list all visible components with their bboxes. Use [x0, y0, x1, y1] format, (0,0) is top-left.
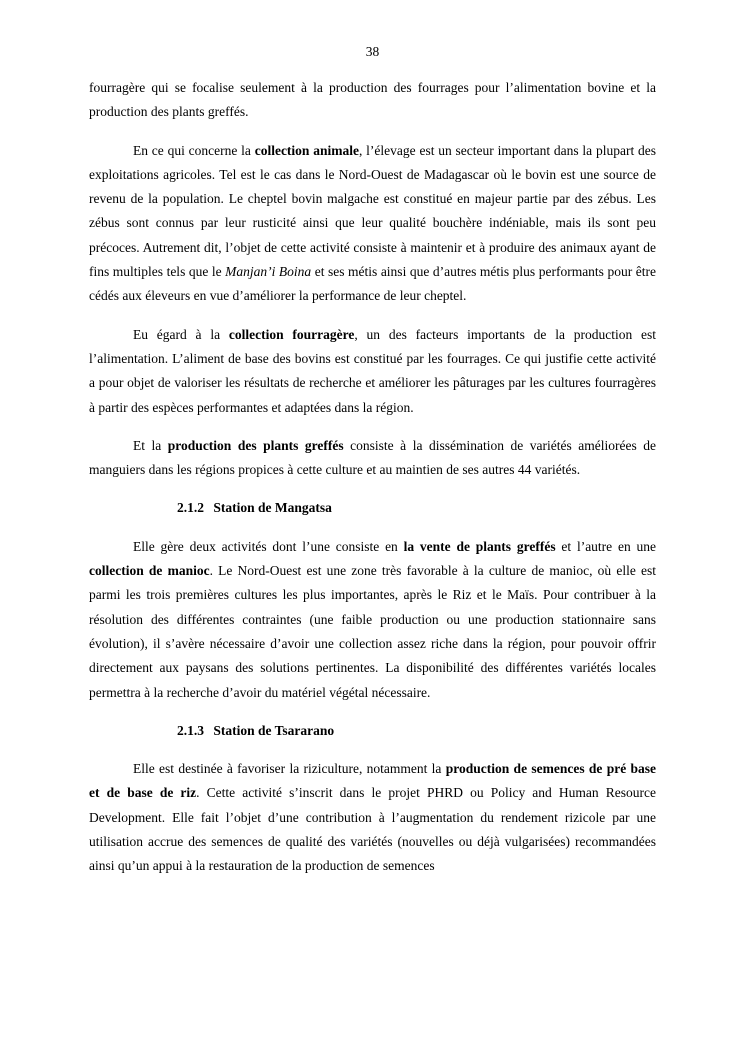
text: , l’élevage est un secteur important dans la plupart des exploitations agricoles. Tel est le cas dans le Nord-Ouest de Madagascar où le bovin est une source de revenu de la population. Le cheptel bovin malgache est constitué en majeur partie par des zébus. Les zébus sont connus par leur rusticité ainsi que leur qualité bouchère indéniable, mais ils sont peu précoces. Autrement dit, l’objet de cette activité consiste à maintenir et à produire des animaux ayant de fins multiples tels que le: [89, 142, 657, 280]
bold-term: collection de manioc: [89, 563, 210, 579]
document-body: [89, 76, 656, 893]
text: Et la: [133, 437, 168, 453]
paragraph-collection-fourragere: [89, 323, 656, 420]
section-number: 2.1.2: [177, 500, 204, 516]
paragraph-mangatsa: [89, 535, 656, 705]
bold-term: production des plants greffés: [167, 437, 344, 453]
section-number: 2.1.3: [177, 722, 204, 738]
paragraph-collection-animale: [89, 139, 656, 309]
text: En ce qui concerne la: [133, 142, 255, 158]
bold-term: collection fourragère: [228, 326, 355, 342]
bold-term: production de semences de pré base et de base de riz: [89, 761, 656, 801]
text: Elle gère deux activités dont l’une consiste en: [133, 538, 404, 554]
italic-term: Manjan’i Boina: [225, 264, 312, 280]
paragraph-continuation: [89, 76, 656, 125]
section-heading-tsararano: [177, 719, 656, 743]
section-title: Station de Tsararano: [213, 722, 335, 738]
section-title: Station de Mangatsa: [213, 500, 332, 516]
text: Elle est destinée à favoriser la riziculture, notamment la: [133, 761, 446, 777]
text: . Le Nord-Ouest est une zone très favorable à la culture de manioc, où elle est parmi les trois premières cultures les plus importantes, après le Riz et le Maïs. Pour contribuer à la résolution des différentes contraintes (une faible production ou une production stationnaire sans évolution), il s’avère nécessaire d’avoir une collection assez riche dans la région, pour pouvoir offrir directement aux paysans des solutions pertinentes. La disponibilité des différentes variétés locales permettra à la recherche d’avoir du matériel végétal nécessaire.: [89, 563, 656, 700]
text: Eu égard à la: [133, 326, 229, 342]
bold-term: la vente de plants greffés: [403, 538, 556, 554]
text: et ses métis ainsi que d’autres métis plus performants pour être cédés aux éleveurs en vue d’améliorer la performance de leur cheptel.: [89, 264, 656, 304]
text: et l’autre en une: [555, 538, 657, 554]
bold-term: collection animale: [254, 142, 359, 158]
text: fourragère qui se focalise seulement à la production des fourrages pour l’alimentation bovine et la production des plants greffés.: [89, 80, 656, 120]
paragraph-plants-greffes: [89, 434, 656, 483]
text: consiste à la dissémination de variétés améliorées de manguiers dans les régions propices à cette culture et au maintien de ses autres 44 variétés.: [89, 437, 656, 478]
page-number: 38: [365, 44, 380, 59]
section-heading-mangatsa: [177, 496, 656, 520]
text: , un des facteurs importants de la production est l’alimentation. L’aliment de base des bovins est constitué par les fourrages. Ce qui justifie cette activité a pour objet de valoriser les résultats de recherche et améliorer les pâturages par les cultures fourragères à partir des espèces performantes et adaptées dans la région.: [89, 326, 656, 415]
text: . Cette activité s’inscrit dans le projet PHRD ou Policy and Human Resource Development. Elle fait l’objet d’une contribution à l’augmentation du rendement rizicole par une utilisation accrue des semences de qualité des variétés (nouvelles ou déjà vulgarisées) recommandées ainsi qu’un appui à la restauration de la production de semences: [89, 785, 656, 874]
paragraph-tsararano: [89, 757, 656, 878]
